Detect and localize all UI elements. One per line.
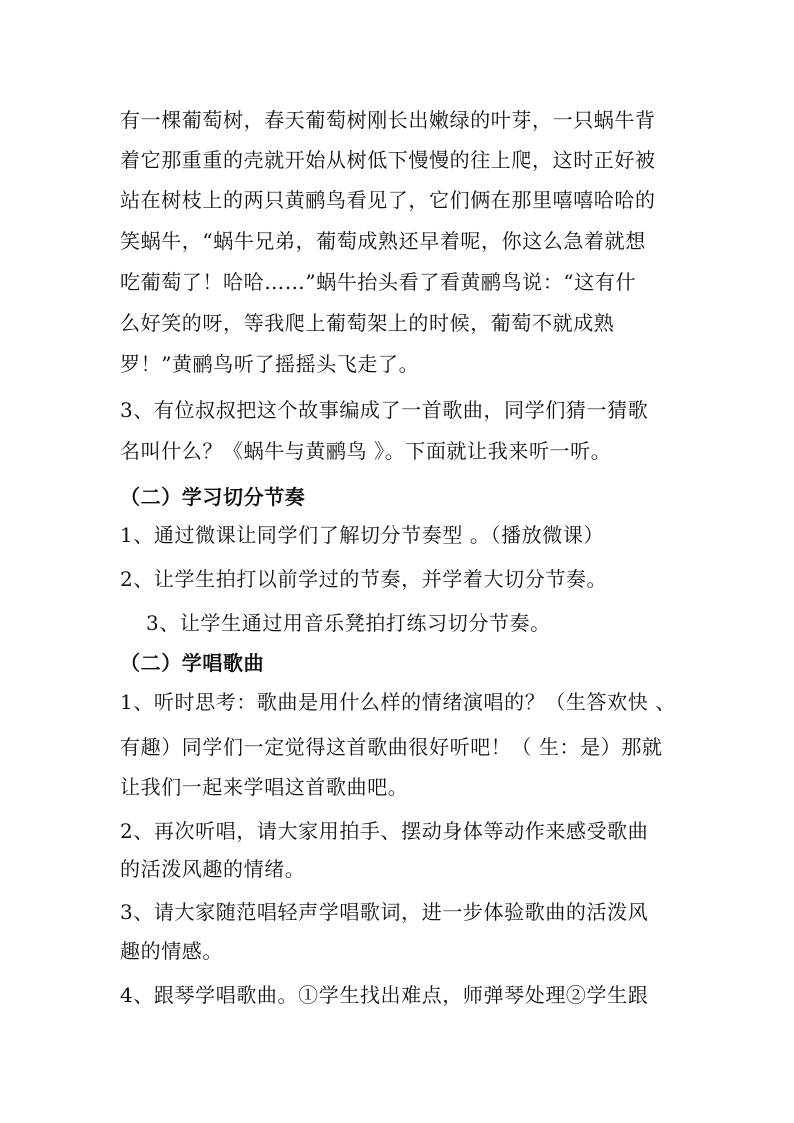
- paragraph-line: 吃葡萄了！哈哈……”蜗牛抬头看了看黄鹂鸟说：“这有什: [120, 270, 637, 294]
- section-heading-rhythm: （二）学习切分节奏: [120, 485, 306, 509]
- list-item-4: 4、跟琴学唱歌曲。①学生找出难点，师弹琴处理②学生跟: [120, 983, 649, 1007]
- list-item-2-cont: 的活泼风趣的情绪。: [120, 857, 306, 881]
- list-item-2: 2、再次听唱，请大家用拍手、摆动身体等动作来感受歌曲: [120, 819, 649, 843]
- list-item-3: 3、请大家随范唱轻声学唱歌词，进一步体验歌曲的活泼风: [120, 900, 649, 924]
- list-item-3-cont: 名叫什么？《蜗牛与黄鹂鸟 》。下面就让我来听一听。: [120, 439, 612, 463]
- paragraph-line: 罗！”黄鹂鸟听了摇摇头飞走了。: [120, 352, 420, 376]
- list-item-1: 1、听时思考：歌曲是用什么样的情绪演唱的？（生答欢快 、: [120, 690, 676, 714]
- paragraph-line: 有一棵葡萄树，春天葡萄树刚长出嫩绿的叶芽，一只蜗牛背: [120, 108, 656, 132]
- paragraph-line: 着它那重重的壳就开始从树低下慢慢的往上爬，这时正好被: [120, 148, 656, 172]
- paragraph-line: 么好笑的呀，等我爬上葡萄架上的时候，葡萄不就成熟: [120, 311, 615, 335]
- list-item-1: 1、通过微课让同学们了解切分节奏型 。（播放微课）: [120, 523, 605, 547]
- list-item-1-cont: 有趣）同学们一定觉得这首歌曲很好听吧！（ 生：是）那就: [120, 735, 663, 759]
- list-item-2: 2、让学生拍打以前学过的节奏，并学着大切分节奏。: [120, 567, 608, 591]
- paragraph-line: 笑蜗牛，“蜗牛兄弟，葡萄成熟还早着呢，你这么急着就想: [120, 229, 646, 253]
- paragraph-line: 站在树枝上的两只黄鹂鸟看见了，它们俩在那里嘻嘻哈哈的: [120, 188, 656, 212]
- list-item-3-cont: 趣的情感。: [120, 939, 223, 963]
- section-heading-song: （二）学唱歌曲: [120, 651, 265, 675]
- list-item-3: 3、让学生通过用音乐凳拍打练习切分节奏。: [146, 611, 551, 635]
- list-item-1-cont: 让我们一起来学唱这首歌曲吧。: [120, 775, 409, 799]
- list-item-3: 3、有位叔叔把这个故事编成了一首歌曲，同学们猜一猜歌: [120, 398, 649, 422]
